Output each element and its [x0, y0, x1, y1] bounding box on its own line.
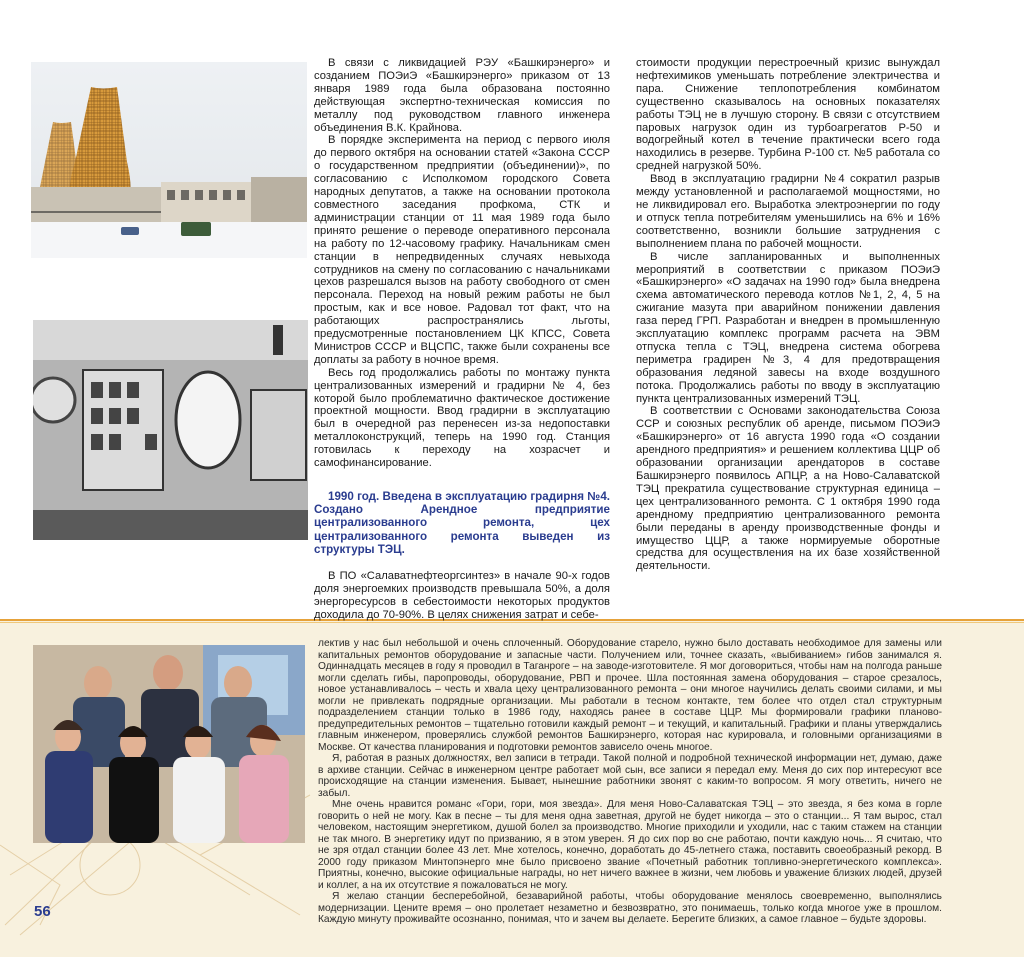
article-column-right [636, 57, 940, 573]
body-paragraph: Ввод в эксплуатацию градирни №4 сократил разрыв между установленной и располагаемой мощностями, но не ликвидировал его. Выработка электроэнергии по году и отпуск тепла потребителям уменьшились на 6% и 16% соответственно, возникли большие затруднения с выполнением плана по рабочей мощности. [636, 173, 940, 250]
memoir-paragraph: Я, работая в разных должностях, вел записи в тетради. Такой полной и подробной технической информации нет, думаю, даже в архиве станции. Сейчас в инженерном центре работает мой сын, все записи я передал ему. Меня до сих пор интересуют все происходящие на станции изменения. Бывает, нынешние работники звонят с каким-то вопросом. Я могу ответить, ничего не забыл. [318, 753, 942, 799]
band-divider-thin [0, 622, 1024, 623]
exhibition-hall-photo [33, 320, 308, 540]
page-number: 56 [34, 903, 51, 920]
body-paragraph: В связи с ликвидацией РЭУ «Башкирэнерго» и созданием ПОЭиЭ «Башкирэнерго» приказом от 13 января 1989 года была образована постоянно действующая экспертно-техническая комиссия по металлу под руководством главного инженера объединения В.К. Крайнова. [314, 57, 610, 134]
memoir-paragraph: Мне очень нравится романс «Гори, гори, моя звезда». Для меня Ново-Салаватская ТЭЦ – это звезда, я без кома в горле говорить о ней не могу. Как в песне – ты для меня одна заветная, другой не будет никогда – это о станции... Я там вырос, стал человеком, настоящим энергетиком, душой болел за производство. Многие приходили и уходили, нас с таким стажем на станции не так много. В энергетику идут по призванию, я в этом уверен. Я до сих пор во сне работаю, почти каждую ночь... Я считаю, что не зря отдал станции более 43 лет. Мне хотелось, конечно, доработать до 45-летнего стажа, поставить своеобразный рекорд. В 2000 году приказом Минтопэнерго мне было присвоено звание «Почетный работник топливно-энергетического комплекса». Приятны, конечно, высокие официальные награды, но нет ничего важнее в жизни, чем любовь и уважение близких людей, друзей и коллег, а на их отсутствие я пожаловаться не могу. [318, 799, 942, 891]
memoir-paragraph: Я желаю станции бесперебойной, безаварийной работы, чтобы оборудование менялось своевременно, выполнялись модернизации. Цените время – оно пролетает незаметно и безвозвратно, это понимаешь, только когда многое уже в прошлом. Каждую минуту проживайте осознанно, понимая, что и зачем вы делаете. Берегите близких, а самое главное – будьте здоровы. [318, 891, 942, 925]
article-column-left [314, 57, 610, 622]
body-paragraph: В числе запланированных и выполненных мероприятий в соответствии с приказом ПОЭиЭ «Башкирэнерго» «О задачах на 1990 год» была внедрена схема автоматического перевода котлов №1, 2, 4, 5 на сжигание мазута при аварийном понижении давления газа перед ГРП. Разработан и внедрен в промышленную эксплуатацию комплекс программ расчета на ЭВМ отпуска тепла с ТЭЦ, внедрена система обогрева периметра градирен №3, 4 для предотвращения образования ледяной завесы на входе воздушного потока. Продолжались работы по вводу в эксплуатацию пункта централизованных измерений ТЭЦ. [636, 250, 940, 405]
cooling-tower-photo [31, 62, 307, 258]
team-group-photo [33, 645, 305, 843]
memoir-text [318, 638, 942, 926]
body-paragraph-continuation: стоимости продукции перестроечный кризис вынуждал нефтехимиков уменьшать потребление электричества и пара. Снижение теплопотребления комбинатом существенно сказывалось на основных показателях работы ТЭЦ не в лучшую сторону. В связи с отсутствием паровых нагрузок один из турбоагрегатов Р-50 и водогрейный котел в течение практически всего года находились в резерве. Турбина Р-100 ст. №5 работала со средней нагрузкой 50%. [636, 57, 940, 173]
body-paragraph: Весь год продолжались работы по монтажу пункта централизованных измерений и градирни № 4, без которой было проблематично фактическое достижение проектной мощности. Ввод градирни в эксплуатацию был в очередной раз перенесен из-за недопоставки металлоконструкций, теперь на 1990 год. Станция готовилась к переходу на хозрасчет и самофинансирование. [314, 366, 610, 470]
body-paragraph: В ПО «Салаватнефтеоргсинтез» в начале 90-х годов доля энергоемких производств превышала 50%, а доля энергоресурсов в себестоимости некоторых продуктов доходила до 70-90%. В целях снижения затрат и себе- [314, 570, 610, 621]
body-paragraph: В порядке эксперимента на период с первого июля до первого октября на основании статей «Закона СССР о государственном предприятии (объединении)», по согласованию с Исполкомом городского Совета народных депутатов, а также на основании протокола совместного заседания профкома, СТК и администрации станции от 11 мая 1989 года было принято решение о переводе оперативного персонала на работу по 12-часовому графику. Начальникам смен станции в непредвиденных случаях невыхода сотрудников на смену по согласованию с начальниками цехов разрешался вызов на работу свободного от смен персонала. Переход на новый режим работы не был простым, как и все новое. Радовал тот факт, что на работающих распространялись льготы, предусмотренные постановлением ЦК КПСС, Совета Министров СССР и ВЦСПС, также были сохранены все доплаты за работу в ночное время. [314, 134, 610, 366]
section-heading: 1990 год. Введена в эксплуатацию градирня №4. Создано Арендное предприятие централизованного ремонта, цех централизованного ремонта выведен из структуры ТЭЦ. [314, 490, 610, 556]
body-paragraph: В соответствии с Основами законодательства Союза ССР и союзных республик об аренде, письмом ПОЭиЭ «Башкирэнерго» от 16 августа 1990 года «О создании арендного предприятия» и решением коллектива ЦЦР об образовании организации арендаторов в составе Башкирэнерго появилось АПЦР, а на Ново-Салаватской ТЭЦ прекратила существование структурная единица – цех централизованного ремонта. С 1 октября 1990 года арендному предприятию централизованного ремонта были переданы в аренду производственные фонды и имущество ЦЦР, а также нормируемые оборотные средства для осуществления на их базе хозяйственной деятельности. [636, 405, 940, 573]
memoir-paragraph: лектив у нас был небольшой и очень сплоченный. Оборудование старело, нужно было доставать необходимое для замены или капитальных ремонтов оборудование и запасные части. Получением или, точнее сказать, «выбиванием» гибов занимался я. Одиннадцать месяцев в году я проводил в Таганроге – на заводе-изготовителе. Я мог договориться, чтобы нам на полгода раньше могли сделать гибы, паропроводы, оборудование, РВП и прочее. Шла постоянная замена оборудования – старое срезалось, новое устанавливалось – честь и хвала цеху централизованного ремонта – они многое научились делать своими силами, и мы могли не привлекать подрядные организации. Мы работали в тесном контакте, тем более что отдел стал структурным подразделением станции только в 1986 году, находясь ранее в составе ЦЦР. Мы формировали графики планово-предупредительных ремонтов – тщательно готовили каждый ремонт – и текущий, и капитальный. Графики и планы утверждались главным инженером, проверялись службой ремонтов Башкирэнерго, которая нас курировала, и головными организациями в Москве. От качества планирования и подготовки ремонтов зависело очень многое. [318, 638, 942, 753]
